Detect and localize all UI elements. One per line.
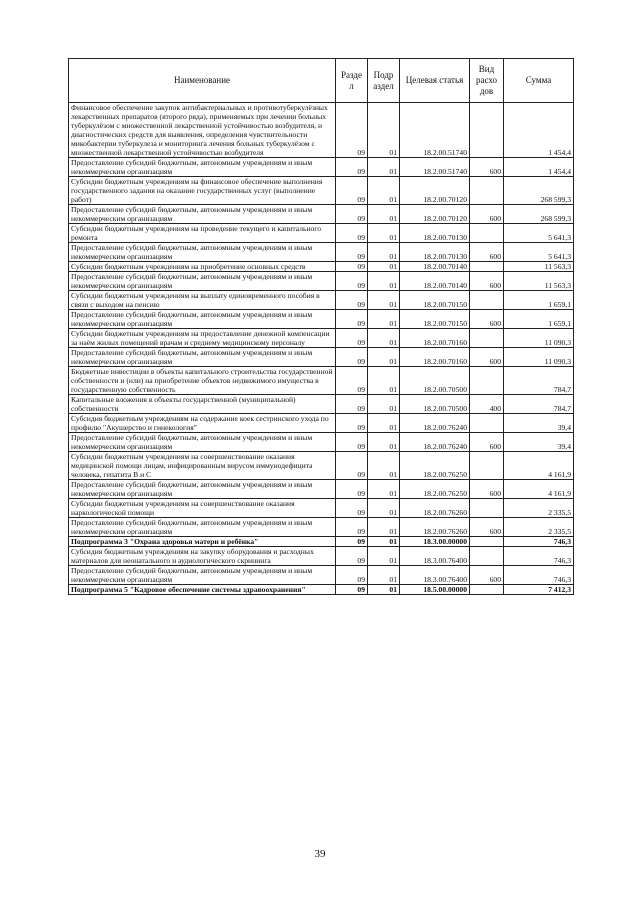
budget-table (68, 58, 574, 595)
cell-vid: 600 (470, 433, 504, 452)
cell-vid (470, 224, 504, 243)
cell-sum: 39,4 (504, 414, 574, 433)
table-row (69, 566, 574, 585)
cell-razdel: 09 (336, 518, 368, 537)
cell-target: 18.2.00.51740 (400, 158, 470, 177)
cell-name: Предоставление субсидий бюджетным, автономным учреждениям и иным некоммерческим организациям (69, 480, 336, 499)
cell-razdel: 09 (336, 272, 368, 291)
header-target: Целевая статья (400, 59, 470, 103)
cell-vid: 600 (470, 310, 504, 329)
cell-podrazdel: 01 (368, 547, 400, 566)
page-number: 39 (314, 848, 326, 860)
header-name: Наименование (69, 59, 336, 103)
cell-name: Предоставление субсидий бюджетным, автономным учреждениям и иным некоммерческим организациям (69, 348, 336, 367)
cell-podrazdel: 01 (368, 205, 400, 224)
table-row (69, 272, 574, 291)
cell-podrazdel: 01 (368, 262, 400, 272)
cell-razdel: 09 (336, 158, 368, 177)
cell-target: 18.2.00.70140 (400, 272, 470, 291)
cell-vid: 600 (470, 243, 504, 262)
cell-name: Предоставление субсидий бюджетным, автономным учреждениям и иным некоммерческим организациям (69, 566, 336, 585)
table-row (69, 518, 574, 537)
cell-sum: 7 412,3 (504, 585, 574, 595)
cell-podrazdel: 01 (368, 329, 400, 348)
cell-name: Субсидии бюджетным учреждениям на финансовое обеспечение выполнения государственного задания на оказание государственных услуг (выполнение работ) (69, 177, 336, 205)
cell-target: 18.2.00.76250 (400, 452, 470, 480)
cell-podrazdel: 01 (368, 310, 400, 329)
cell-razdel: 09 (336, 566, 368, 585)
cell-name: Предоставление субсидий бюджетным, автономным учреждениям и иным некоммерческим организациям (69, 158, 336, 177)
cell-razdel: 09 (336, 205, 368, 224)
cell-podrazdel: 01 (368, 177, 400, 205)
cell-sum: 1 454,4 (504, 103, 574, 158)
cell-name: Бюджетные инвестиции в объекты капитального строительства государственной собственности и (или) на приобретение объектов недвижимого имущества в государственную собственность (69, 367, 336, 395)
cell-vid: 600 (470, 348, 504, 367)
cell-podrazdel: 01 (368, 585, 400, 595)
table-row (69, 177, 574, 205)
cell-target: 18.2.00.70120 (400, 205, 470, 224)
cell-podrazdel: 01 (368, 158, 400, 177)
table-row (69, 547, 574, 566)
cell-sum: 11 090,3 (504, 329, 574, 348)
cell-vid (470, 291, 504, 310)
cell-sum: 784,7 (504, 395, 574, 414)
cell-razdel: 09 (336, 547, 368, 566)
cell-razdel: 09 (336, 243, 368, 262)
cell-razdel: 09 (336, 452, 368, 480)
table-header-row (69, 59, 574, 103)
cell-name: Субсидия бюджетным учреждениям на закупку оборудования и расходных материалов для неонатального и аудиологического скрининга (69, 547, 336, 566)
cell-sum: 11 563,3 (504, 262, 574, 272)
table-row (69, 243, 574, 262)
cell-razdel: 09 (336, 367, 368, 395)
cell-name: Предоставление субсидий бюджетным, автономным учреждениям и иным некоммерческим организациям (69, 433, 336, 452)
cell-podrazdel: 01 (368, 243, 400, 262)
cell-name: Предоставление субсидий бюджетным, автономным учреждениям и иным некоммерческим организациям (69, 310, 336, 329)
cell-razdel: 09 (336, 291, 368, 310)
table-row (69, 537, 574, 547)
cell-vid (470, 547, 504, 566)
table-row (69, 158, 574, 177)
cell-razdel: 09 (336, 310, 368, 329)
cell-name: Предоставление субсидий бюджетным, автономным учреждениям и иным некоммерческим организациям (69, 518, 336, 537)
cell-vid (470, 177, 504, 205)
cell-sum: 268 599,3 (504, 177, 574, 205)
cell-target: 18.3.00.76400 (400, 547, 470, 566)
cell-sum: 784,7 (504, 367, 574, 395)
cell-name: Субсидии бюджетным учреждениям на выплату единовременного пособия в связи с выходом на пенсию (69, 291, 336, 310)
table-row (69, 367, 574, 395)
cell-sum: 5 641,3 (504, 243, 574, 262)
cell-razdel: 09 (336, 499, 368, 518)
cell-vid: 600 (470, 158, 504, 177)
cell-name: Субсидии бюджетным учреждениям на совершенствование оказания медицинской помощи лицам, инфицированным вирусом иммунодефицита человека, гепатита В и С (69, 452, 336, 480)
cell-sum: 746,3 (504, 547, 574, 566)
cell-target: 18.3.00.00000 (400, 537, 470, 547)
cell-vid: 600 (470, 480, 504, 499)
cell-podrazdel: 01 (368, 537, 400, 547)
cell-razdel: 09 (336, 177, 368, 205)
cell-podrazdel: 01 (368, 348, 400, 367)
cell-podrazdel: 01 (368, 566, 400, 585)
cell-podrazdel: 01 (368, 433, 400, 452)
header-vid: Вид расхо дов (470, 59, 504, 103)
table-row (69, 205, 574, 224)
cell-razdel: 09 (336, 224, 368, 243)
header-razdel: Разде л (336, 59, 368, 103)
table-row (69, 348, 574, 367)
table-row (69, 224, 574, 243)
cell-razdel: 09 (336, 262, 368, 272)
cell-vid (470, 537, 504, 547)
table-row (69, 480, 574, 499)
cell-vid (470, 103, 504, 158)
cell-name: Подпрограмма 5 "Кадровое обеспечение системы здравоохранения" (69, 585, 336, 595)
cell-name: Субсидии бюджетным учреждениям на приобретение основных средств (69, 262, 336, 272)
cell-name: Субсидии бюджетным учреждениям на проведение текущего и капитального ремонта (69, 224, 336, 243)
cell-target: 18.2.00.70130 (400, 224, 470, 243)
cell-target: 18.2.00.76240 (400, 433, 470, 452)
cell-name: Финансовое обеспечение закупок антибактериальных и противотуберкулёзных лекарственных препаратов (второго ряда), применяемых при лечении больных туберкулёзом с множественной лекарственной устойчивостью возбудителя, и диагностических средств для выявления, определения чувствительности микобактерии туберкулеза и мониторинга лечения больных туберкулёзом с множественной лекарственной устойчивостью возбудителя (69, 103, 336, 158)
budget-table-container (68, 58, 573, 595)
cell-target: 18.5.00.00000 (400, 585, 470, 595)
cell-podrazdel: 01 (368, 395, 400, 414)
cell-vid (470, 585, 504, 595)
cell-target: 18.2.00.70150 (400, 310, 470, 329)
cell-sum: 4 161,9 (504, 452, 574, 480)
cell-podrazdel: 01 (368, 452, 400, 480)
cell-razdel: 09 (336, 103, 368, 158)
cell-vid: 600 (470, 518, 504, 537)
cell-sum: 2 335,5 (504, 499, 574, 518)
cell-vid (470, 367, 504, 395)
cell-name: Подпрограмма 3 "Охрана здоровья матери и ребёнка" (69, 537, 336, 547)
cell-razdel: 09 (336, 585, 368, 595)
cell-name: Субсидия бюджетным учреждениям на содержание коек сестринского ухода по профилю "Акушерство и гинекология" (69, 414, 336, 433)
cell-target: 18.2.00.70160 (400, 348, 470, 367)
cell-sum: 1 659,1 (504, 310, 574, 329)
cell-name: Субсидии бюджетным учреждениям на предоставление денежной компенсации за наём жилых помещений врачам и среднему медицинскому персоналу (69, 329, 336, 348)
cell-target: 18.2.00.70140 (400, 262, 470, 272)
cell-target: 18.3.00.76400 (400, 566, 470, 585)
table-row (69, 433, 574, 452)
cell-vid: 400 (470, 395, 504, 414)
cell-sum: 5 641,3 (504, 224, 574, 243)
table-row (69, 329, 574, 348)
cell-name: Капитальные вложения в объекты государственной (муниципальной) собственности (69, 395, 336, 414)
header-sum: Сумма (504, 59, 574, 103)
cell-vid (470, 262, 504, 272)
cell-podrazdel: 01 (368, 480, 400, 499)
cell-podrazdel: 01 (368, 414, 400, 433)
cell-name: Предоставление субсидий бюджетным, автономным учреждениям и иным некоммерческим организациям (69, 243, 336, 262)
cell-razdel: 09 (336, 414, 368, 433)
cell-sum: 2 335,5 (504, 518, 574, 537)
cell-sum: 4 161,9 (504, 480, 574, 499)
cell-target: 18.2.00.51740 (400, 103, 470, 158)
cell-podrazdel: 01 (368, 291, 400, 310)
cell-razdel: 09 (336, 433, 368, 452)
cell-podrazdel: 01 (368, 367, 400, 395)
cell-sum: 746,3 (504, 537, 574, 547)
cell-podrazdel: 01 (368, 272, 400, 291)
table-row (69, 395, 574, 414)
table-body (69, 103, 574, 595)
cell-sum: 11 563,3 (504, 272, 574, 291)
cell-target: 18.2.00.76260 (400, 499, 470, 518)
cell-razdel: 09 (336, 329, 368, 348)
table-row (69, 452, 574, 480)
cell-sum: 268 599,3 (504, 205, 574, 224)
cell-podrazdel: 01 (368, 224, 400, 243)
cell-sum: 1 454,4 (504, 158, 574, 177)
cell-target: 18.2.00.70500 (400, 367, 470, 395)
cell-sum: 746,3 (504, 566, 574, 585)
cell-vid: 600 (470, 566, 504, 585)
cell-vid (470, 452, 504, 480)
cell-target: 18.2.00.70160 (400, 329, 470, 348)
cell-razdel: 09 (336, 348, 368, 367)
cell-target: 18.2.00.70500 (400, 395, 470, 414)
cell-podrazdel: 01 (368, 499, 400, 518)
table-row (69, 310, 574, 329)
cell-razdel: 09 (336, 395, 368, 414)
cell-vid (470, 499, 504, 518)
cell-target: 18.2.00.70150 (400, 291, 470, 310)
cell-target: 18.2.00.76250 (400, 480, 470, 499)
cell-sum: 39,4 (504, 433, 574, 452)
cell-target: 18.2.00.70120 (400, 177, 470, 205)
table-row (69, 103, 574, 158)
cell-sum: 11 090,3 (504, 348, 574, 367)
cell-vid: 600 (470, 205, 504, 224)
table-row (69, 262, 574, 272)
table-row (69, 499, 574, 518)
header-podrazdel: Подр аздел (368, 59, 400, 103)
table-row (69, 585, 574, 595)
cell-name: Субсидии бюджетным учреждениям на совершенствование оказания наркологической помощи (69, 499, 336, 518)
cell-razdel: 09 (336, 480, 368, 499)
cell-target: 18.2.00.76240 (400, 414, 470, 433)
cell-razdel: 09 (336, 537, 368, 547)
cell-vid (470, 414, 504, 433)
table-row (69, 291, 574, 310)
cell-vid: 600 (470, 272, 504, 291)
cell-sum: 1 659,1 (504, 291, 574, 310)
cell-name: Предоставление субсидий бюджетным, автономным учреждениям и иным некоммерческим организациям (69, 272, 336, 291)
table-row (69, 414, 574, 433)
cell-podrazdel: 01 (368, 103, 400, 158)
cell-vid (470, 329, 504, 348)
cell-podrazdel: 01 (368, 518, 400, 537)
cell-target: 18.2.00.70130 (400, 243, 470, 262)
cell-name: Предоставление субсидий бюджетным, автономным учреждениям и иным некоммерческим организациям (69, 205, 336, 224)
cell-target: 18.2.00.76260 (400, 518, 470, 537)
